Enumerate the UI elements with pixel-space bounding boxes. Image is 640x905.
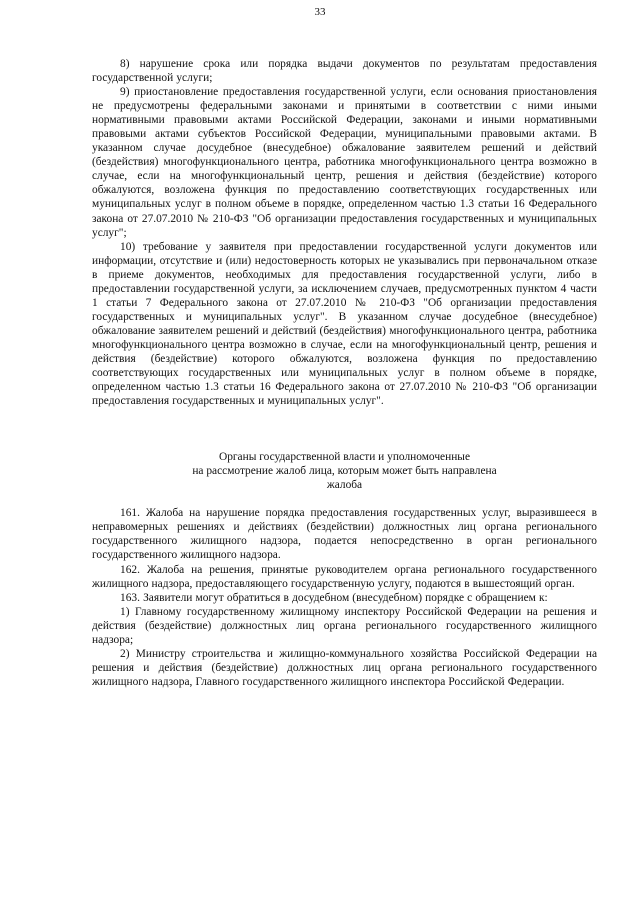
heading-spacer <box>92 492 597 506</box>
section-heading <box>92 450 597 492</box>
section-heading-line-1: Органы государственной власти и уполномоченные <box>218 451 471 464</box>
paragraph-item-8: 8) нарушение срока или порядка выдачи документов по результатам предоставления государственной услуги; <box>92 58 597 85</box>
section-heading-line-2: на рассмотрение жалоб лица, которым может быть направлена <box>192 465 497 478</box>
paragraph-162: 162. Жалоба на решения, принятые руководителем органа регионального государственного жилищного надзора, предоставляющего государственную услугу, подаются в вышестоящий орган. <box>92 563 597 590</box>
paragraph-161: 161. Жалоба на нарушение порядка предоставления государственных услуг, выразившееся в неправомерных решениях и действиях (бездействии) должностных лиц органа регионального государственного жилищного надзора, подается непосредственно в орган регионального государственного жилищного надзора. <box>92 507 597 562</box>
section-heading-line-3: жалоба <box>326 479 363 492</box>
page-number: 33 <box>314 6 326 18</box>
paragraph-163-item-2: 2) Министру строительства и жилищно-коммунального хозяйства Российской Федерации на решения и действия (бездействие) должностных лиц органа регионального государственного жилищного надзора, Главного государственного жилищного инспектора Российской Федерации. <box>92 647 597 688</box>
document-body <box>92 57 597 689</box>
paragraph-item-10: 10) требование у заявителя при предоставлении государственной услуги документов или информации, отсутствие и (или) недостоверность которых не указывались при первоначальном отказе в приеме документов, необходимых для предоставления государственной услуги, либо в предоставлении государственной услуги, за исключением случаев, предусмотренных пунктом 4 части 1 статьи 7 Федерального закона от 27.07.2010 № 210-ФЗ "Об организации предоставления государственных и муниципальных услуг". В указанном случае досудебное (внесудебное) обжалование заявителем решений и действий (бездействия) многофункционального центра, работника многофункционального центра возможно в случае, если на многофункциональный центр, решения и действия (бездействие) которого обжалуются, возложена функция по предоставлению соответствующих государственных или муниципальных услуг в полном объеме в порядке, определенном частью 1.3 статьи 16 Федерального закона от 27.07.2010 № 210-ФЗ "Об организации предоставления государственных и муниципальных услуг". <box>92 240 597 408</box>
section-spacer <box>92 408 597 450</box>
paragraph-163-item-1: 1) Главному государственному жилищному инспектору Российской Федерации на решения и действия (бездействие) должностных лиц органа регионального государственного жилищного надзора; <box>92 605 597 646</box>
paragraph-163: 163. Заявители могут обратиться в досудебном (внесудебном) порядке с обращением к: <box>120 591 548 604</box>
paragraph-item-9: 9) приостановление предоставления государственной услуги, если основания приостановления не предусмотрены федеральными законами и принятыми в соответствии с ними иными нормативными правовыми актами Российской Федерации, законами и иными нормативными правовыми актами субъектов Российской Федерации, муниципальными правовыми актами. В указанном случае досудебное (внесудебное) обжалование заявителем решений и действий (бездействия) многофункционального центра, работника многофункционального центра возможно в случае, если на многофункциональный центр, решения и действия (бездействие) которого обжалуются, возложена функция по предоставлению соответствующих государственных или муниципальных услуг в полном объеме в порядке, определенном частью 1.3 статьи 16 Федерального закона от 27.07.2010 № 210-ФЗ "Об организации предоставления государственных и муниципальных услуг"; <box>92 86 597 239</box>
